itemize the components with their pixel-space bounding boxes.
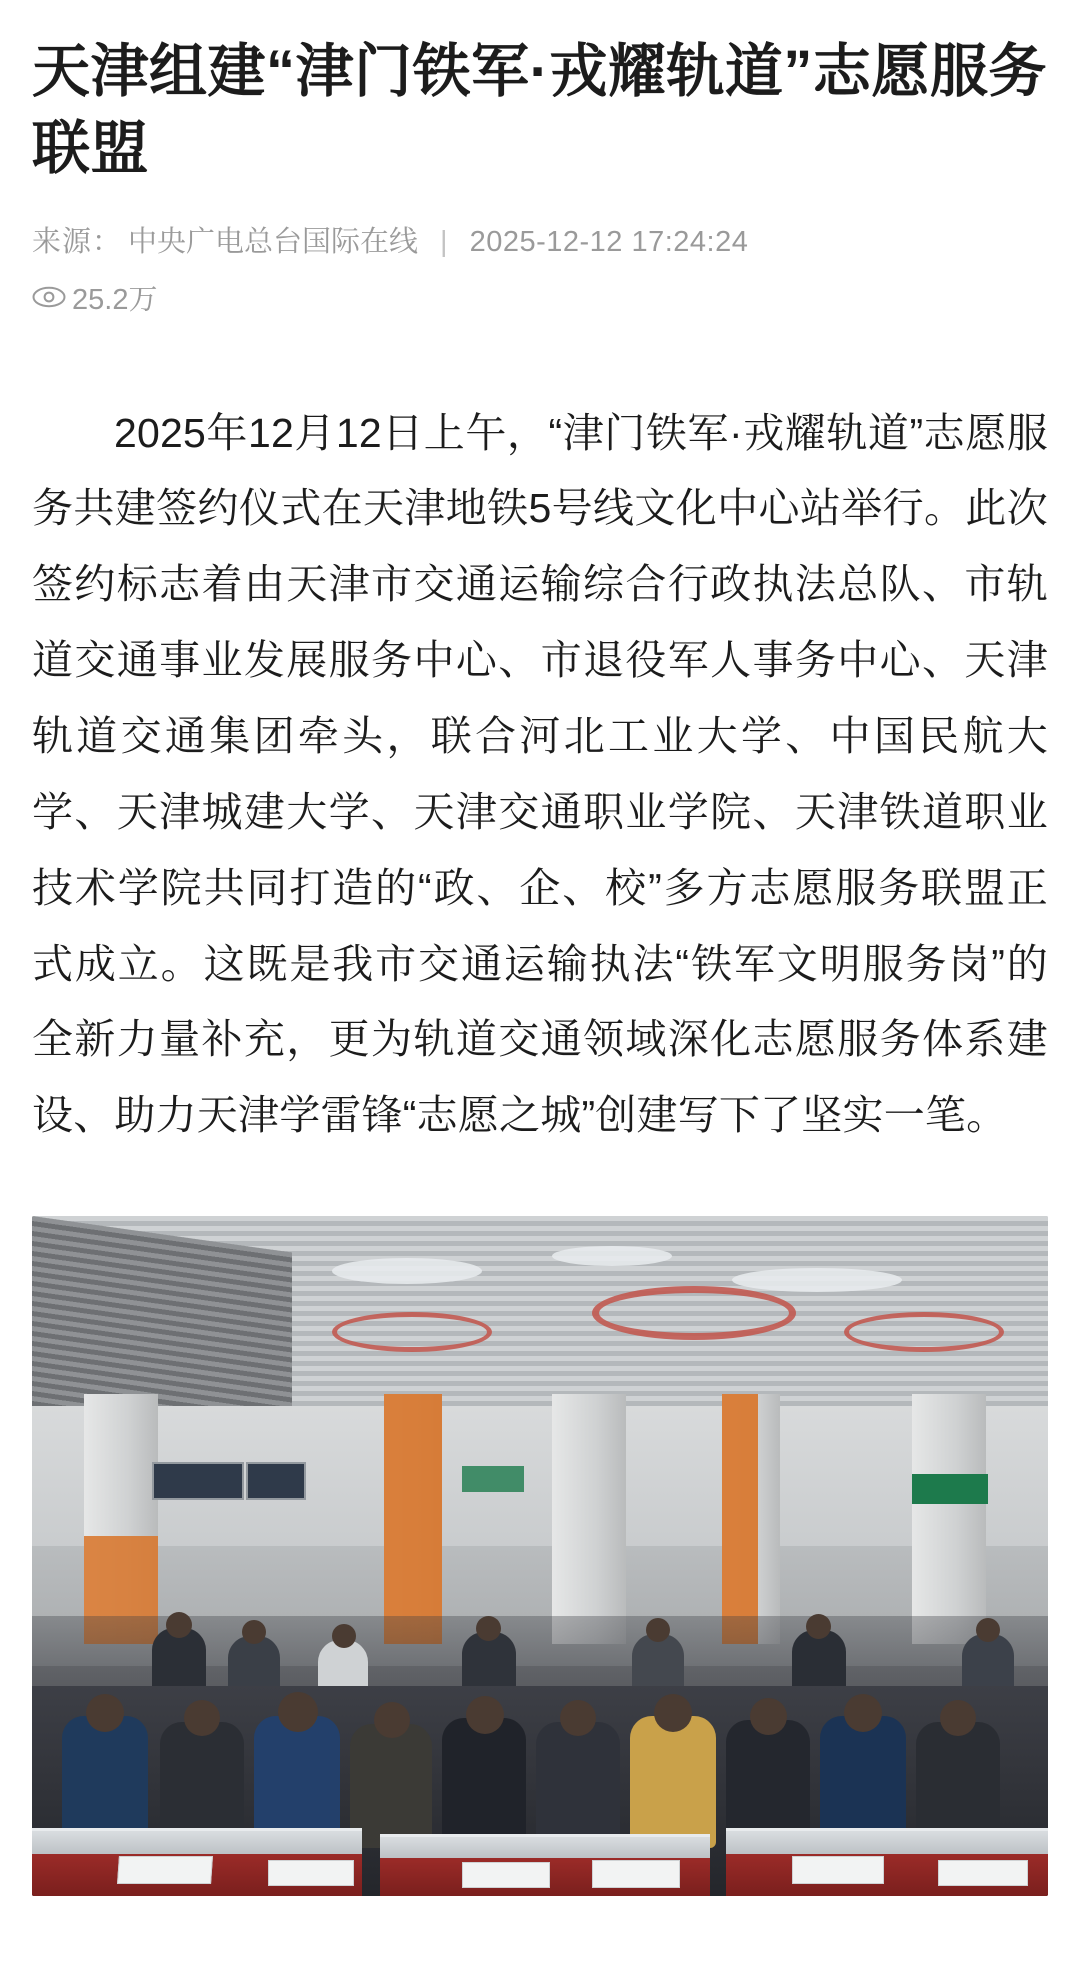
photo-orange-column xyxy=(722,1394,758,1644)
photo-seated-person xyxy=(442,1718,526,1848)
photo-seated-person xyxy=(536,1722,620,1848)
photo-person-head xyxy=(940,1700,976,1736)
photo-ceiling-ring xyxy=(592,1286,796,1340)
photo-ceiling-light xyxy=(332,1258,482,1284)
photo-person-head xyxy=(466,1696,504,1734)
photo-person-head xyxy=(750,1698,787,1735)
photo-person-head xyxy=(976,1618,1000,1642)
view-count: 25.2万 xyxy=(72,283,158,316)
photo-person-head xyxy=(646,1618,670,1642)
photo-ceiling-ring xyxy=(844,1312,1004,1352)
photo-name-card xyxy=(592,1860,680,1888)
photo-name-card xyxy=(792,1856,884,1884)
photo-person-head xyxy=(374,1702,410,1738)
photo-table xyxy=(32,1828,362,1857)
article-meta xyxy=(32,221,1048,265)
photo-person-head xyxy=(560,1700,596,1736)
photo-ceiling-light xyxy=(552,1246,672,1266)
signing-ceremony-photo xyxy=(32,1216,1048,1896)
photo-table xyxy=(726,1828,1048,1857)
publish-datetime: 2025-12-12 17:24:24 xyxy=(469,226,749,259)
photo-name-card xyxy=(462,1862,550,1888)
photo-station-signboard xyxy=(152,1462,244,1500)
page-title: 天津组建“津门铁军·戎耀轨道”志愿服务联盟 xyxy=(32,39,1047,181)
meta-divider: | xyxy=(440,226,448,259)
photo-name-card xyxy=(268,1860,354,1886)
photo-seated-person xyxy=(630,1716,716,1848)
eye-icon xyxy=(32,286,66,308)
photo-exit-sign xyxy=(462,1466,524,1492)
source-label: 来源： xyxy=(32,226,123,259)
photo-person-head xyxy=(278,1692,318,1732)
photo-person-head xyxy=(806,1614,831,1639)
photo-station-signboard xyxy=(246,1462,306,1500)
photo-ceiling-light xyxy=(732,1268,902,1292)
photo-person-head xyxy=(86,1694,124,1732)
photo-person-head xyxy=(242,1620,266,1644)
article-figure xyxy=(0,1216,1080,1896)
article-paragraph: 2025年12月12日上午，“津门铁军·戎耀轨道”志愿服务共建签约仪式在天津地铁5号线文化中心站举行。此次签约标志着由天津市交通运输综合行政执法总队、市轨道交通事业发展服务中心、市退役军人事务中心、天津轨道交通集团牵头，联合河北工业大学、中国民航大学、天津城建大学、天津交通职业学院、天津铁道职业技术学院共同打造的“政、企、校”多方志愿服务联盟正式成立。这既是我市交通运输执法“铁军文明服务岗”的全新力量补充，更为轨道交通领域深化志愿服务体系建设、助力天津学雷锋“志愿之城”创建写下了坚实一笔。 xyxy=(32,409,1048,1139)
photo-name-card xyxy=(117,1856,213,1884)
view-count-row xyxy=(32,277,1048,318)
photo-seated-person xyxy=(350,1724,432,1848)
photo-seated-person xyxy=(62,1716,148,1846)
photo-ceiling-ring xyxy=(332,1312,492,1352)
photo-name-card xyxy=(938,1860,1028,1886)
photo-exit-sign xyxy=(912,1474,988,1504)
photo-person-head xyxy=(166,1612,192,1638)
photo-column xyxy=(552,1394,626,1644)
photo-person-head xyxy=(332,1624,356,1648)
photo-person-head xyxy=(184,1700,220,1736)
photo-person-head xyxy=(476,1616,501,1641)
source-name: 中央广电总台国际在线 xyxy=(128,226,419,259)
photo-column xyxy=(912,1394,986,1644)
photo-person-head xyxy=(654,1694,692,1732)
photo-orange-column xyxy=(384,1394,442,1644)
photo-person-head xyxy=(844,1694,882,1732)
photo-table xyxy=(380,1834,710,1861)
